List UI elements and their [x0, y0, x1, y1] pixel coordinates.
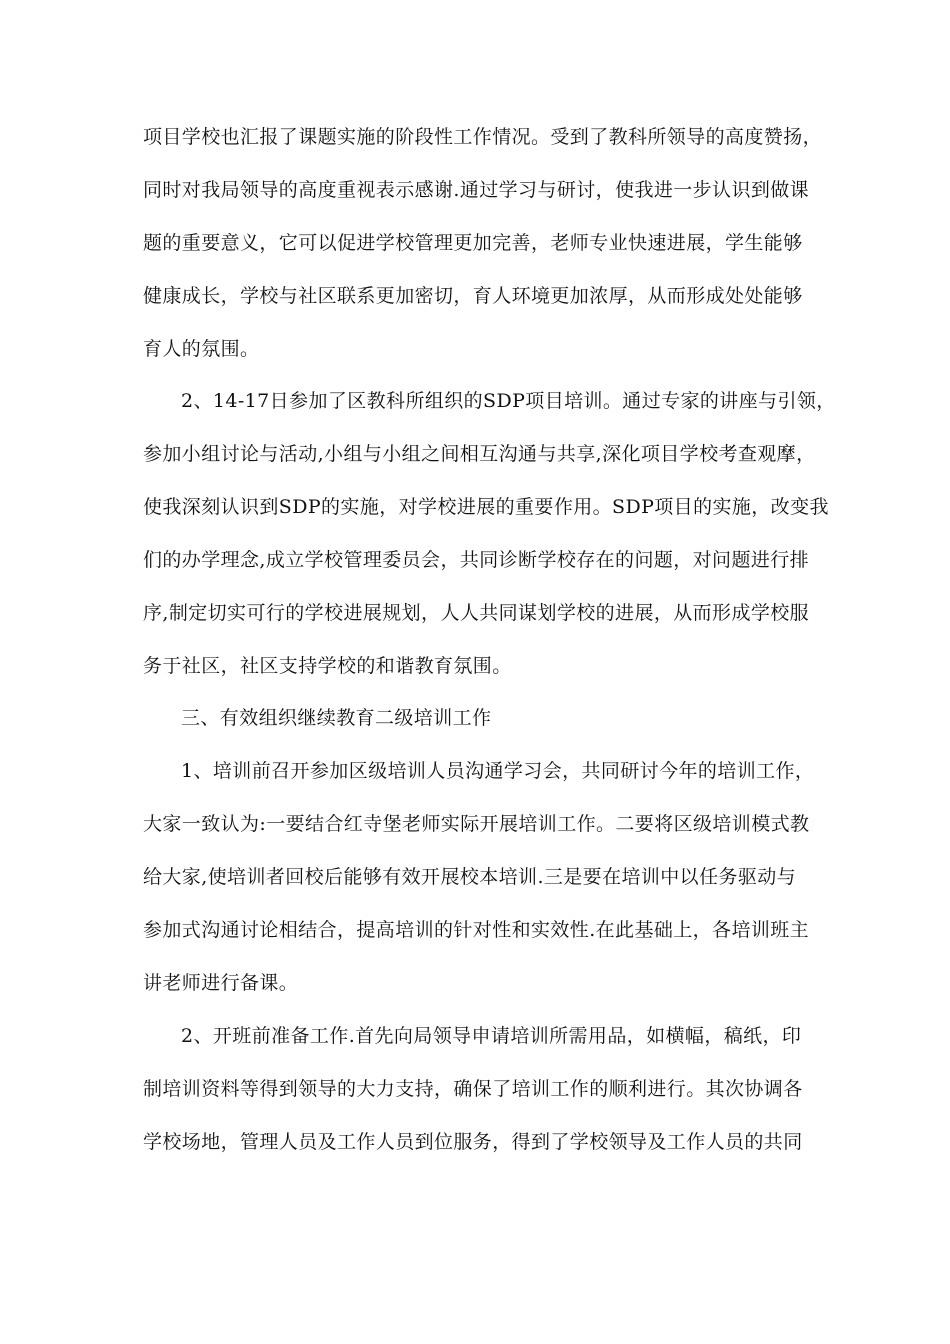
- text-line: 参加式沟通讨论相结合，提高培训的针对性和实效性.在此基础上，各培训班主: [143, 919, 810, 941]
- text-line: 讲老师进行备课。: [143, 972, 299, 994]
- text-line: 制培训资料等得到领导的大力支持，确保了培训工作的顺利进行。其次协调各: [143, 1078, 803, 1100]
- text-line: 题的重要意义，它可以促进学校管理更加完善，老师专业快速进展，学生能够: [143, 232, 803, 254]
- text-line: 健康成长，学校与社区联系更加密切，育人环境更加浓厚，从而形成处处能够: [143, 285, 803, 307]
- text-line: 2、开班前准备工作.首先向局领导申请培训所需用品，如横幅，稿纸，印: [181, 1025, 802, 1047]
- text-line: 同时对我局领导的高度重视表示感谢.通过学习与研讨，使我进一步认识到做课: [143, 179, 810, 201]
- text-line: 参加小组讨论与活动,小组与小组之间相互沟通与共享,深化项目学校考查观摩，: [143, 443, 816, 465]
- section-heading: [143, 692, 815, 745]
- text-line: 项目学校也汇报了课题实施的阶段性工作情况。受到了教科所领导的高度赞扬，: [143, 126, 823, 148]
- text-line: 序,制定切实可行的学校进展规划，人人共同谋划学校的进展，从而形成学校服: [143, 602, 810, 624]
- paragraph-4: [143, 1010, 815, 1169]
- text-line: 给大家,使培训者回校后能够有效开展校本培训.三是要在培训中以任务驱动与: [143, 866, 797, 888]
- heading-line: 三、有效组织继续教育二级培训工作: [181, 707, 492, 729]
- paragraph-1: [143, 111, 823, 376]
- text-line: 育人的氛围。: [143, 338, 260, 360]
- text-line: 使我深刻认识到SDP的实施，对学校进展的重要作用。SDP项目的实施，改变我: [143, 496, 829, 518]
- text-line: 2、14-17日参加了区教科所组织的SDP项目培训。通过专家的讲座与引领，: [181, 390, 836, 412]
- text-line: 大家一致认为:一要结合红寺堡老师实际开展培训工作。二要将区级培训模式教: [143, 813, 810, 835]
- text-line: 们的办学理念,成立学校管理委员会，共同诊断学校存在的问题，对问题进行排: [143, 549, 810, 571]
- text-line: 学校场地，管理人员及工作人员到位服务，得到了学校领导及工作人员的共同: [143, 1131, 803, 1153]
- text-line: 1、培训前召开参加区级培训人员沟通学习会，共同研讨今年的培训工作，: [181, 760, 815, 782]
- text-line: 务于社区，社区支持学校的和谐教育氛围。: [143, 655, 512, 677]
- paragraph-2: [143, 375, 836, 693]
- paragraph-3: [143, 745, 815, 1010]
